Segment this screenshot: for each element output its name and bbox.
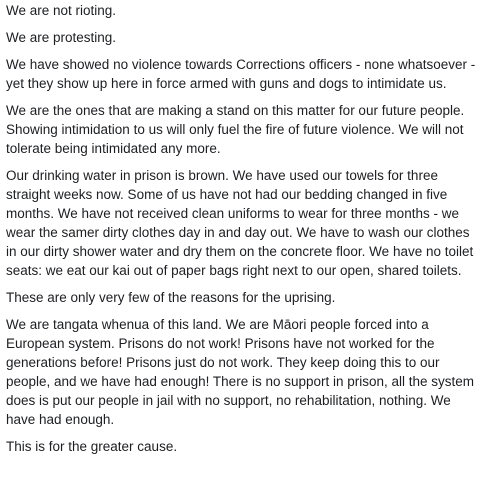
post-paragraph-8: This is for the greater cause.	[6, 439, 178, 454]
post-paragraph-2: We are protesting.	[6, 30, 117, 45]
post-paragraph-7: We are tangata whenua of this land. We are Māori people forced into a European system. Prisons do not work! Prisons have not worked for the generations before! Prisons just do not work. They keep doing this to our people, and we have had enough! There is no support in prison, all the system does is put our people in jail with no support, no rehabilitation, nothing. We have had enough.	[6, 317, 475, 427]
post-paragraph-5: Our drinking water in prison is brown. We have used our towels for three straight weeks now. Some of us have not had our bedding changed in five months. We have not received clean uniforms to wear for three months - we wear the samer dirty clothes day in and day out. We have to wash our clothes in our dirty shower water and dry them on the concrete floor. We have no toilet seats: we eat our kai out of paper bags right next to our open, shared toilets.	[6, 168, 474, 278]
post-paragraph-1: We are not rioting.	[6, 3, 117, 18]
post-paragraph-3: We have showed no violence towards Corrections officers - none whatsoever - yet they show up here in force armed with guns and dogs to intimidate us.	[6, 57, 476, 91]
post-paragraph-4: We are the ones that are making a stand on this matter for our future people. Showing intimidation to us will only fuel the fire of future violence. We will not tolerate being intimidated any more.	[6, 103, 465, 156]
post-paragraph-6: These are only very few of the reasons for the uprising.	[6, 290, 336, 305]
